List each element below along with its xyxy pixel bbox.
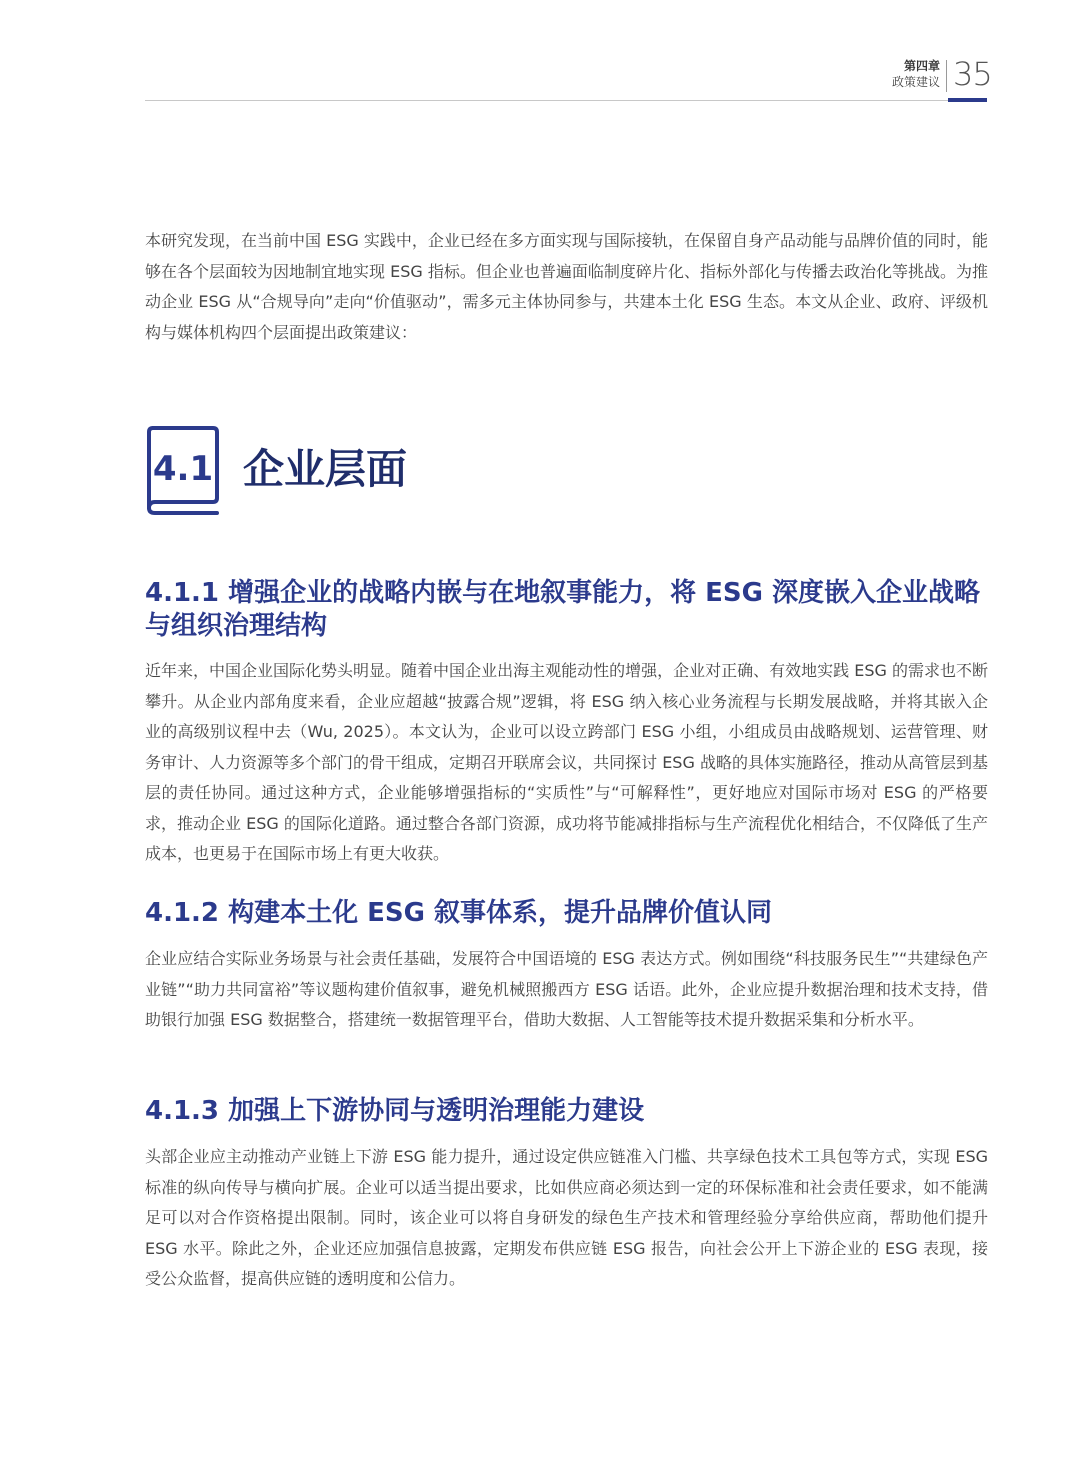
section-number-badge: [145, 424, 221, 516]
page-number: 35: [953, 55, 992, 93]
subsection-body-4-1-3: 头部企业应主动推动产业链上下游 ESG 能力提升，通过设定供应链准入门槛、共享绿色技术工具包等方式，实现 ESG 标准的纵向传导与横向扩展。企业可以适当提出要求，比如供应商必须达到一定的环保标准和社会责任要求，如不能满足可以对合作资格提出限制。同时，该企业可以将自身研发的绿色生产技术和管理经验分享给供应商，帮助他们提升 ESG 水平。除此之外，企业还应加强信息披露，定期发布供应链 ESG 报告，向社会公开上下游企业的 ESG 表现，接受公众监督，提高供应链的透明度和公信力。: [145, 1147, 988, 1288]
subsection-title-4-1-1: 4.1.1 增强企业的战略内嵌与在地叙事能力，将 ESG 深度嵌入企业战略与组织治理结构: [145, 578, 981, 641]
subsection-body-4-1-1: 近年来，中国企业国际化势头明显。随着中国企业出海主观能动性的增强，企业对正确、有效地实践 ESG 的需求也不断攀升。从企业内部角度来看，企业应超越“披露合规”逻辑，将 ESG 纳入核心业务流程与长期发展战略，并将其嵌入企业的高级别议程中去（Wu, 2025）。本文认为，企业可以设立跨部门 ESG 小组，小组成员由战略规划、运营管理、财务审计、人力资源等多个部门的骨干组成，定期召开联席会议，共同探讨 ESG 战略的具体实施路径，推动从高管层到基层的责任协同。通过这种方式，企业能够增强指标的“实质性”与“可解释性”，更好地应对国际市场对 ESG 的严格要求，推动企业 ESG 的国际化道路。通过整合各部门资源，成功将节能减排指标与生产流程优化相结合，不仅降低了生产成本，也更易于在国际市场上有更大收获。: [145, 661, 988, 863]
chapter-label: 第四章: [903, 59, 940, 73]
subsection-body-4-1-2: 企业应结合实际业务场景与社会责任基础，发展符合中国语境的 ESG 表达方式。例如围绕“科技服务民生”“共建绿色产业链”“助力共同富裕”等议题构建价值叙事，避免机械照搬西方 ESG 话语。此外，企业应提升数据治理和技术支持，借助银行加强 ESG 数据整合，搭建统一数据管理平台，借助大数据、人工智能等技术提升数据采集和分析水平。: [145, 949, 988, 1029]
intro-paragraph: 本研究发现，在当前中国 ESG 实践中，企业已经在多方面实现与国际接轨，在保留自身产品动能与品牌价值的同时，能够在各个层面较为因地制宜地实现 ESG 指标。但企业也普遍面临制度碎片化、指标外部化与传播去政治化等挑战。为推动企业 ESG 从“合规导向”走向“价值驱动”，需多元主体协同参与，共建本土化 ESG 生态。本文从企业、政府、评级机构与媒体机构四个层面提出政策建议：: [145, 231, 988, 342]
chapter-title: 政策建议: [891, 75, 940, 89]
book-icon: [145, 424, 221, 516]
section-title: 企业层面: [243, 445, 407, 493]
section-number: 4.1: [152, 449, 214, 489]
chapter-info: [892, 58, 940, 90]
header-rule: [145, 100, 987, 101]
header-divider: [946, 60, 947, 92]
subsection-title-4-1-3: 4.1.3 加强上下游协同与透明治理能力建设: [145, 1096, 645, 1126]
header-accent-bar: [948, 98, 987, 102]
subsection-title-4-1-2: 4.1.2 构建本土化 ESG 叙事体系，提升品牌价值认同: [145, 898, 773, 928]
page-header: [0, 0, 1080, 110]
